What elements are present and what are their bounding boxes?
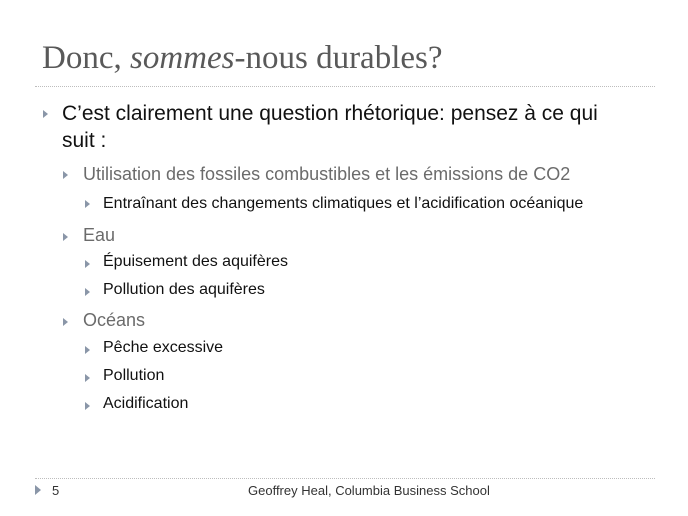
title-part-2: -nous durables?: [234, 40, 443, 76]
page-number: 5: [52, 483, 60, 498]
bullet-arrow-icon: [43, 110, 48, 118]
footer-divider: [35, 478, 655, 479]
bullet-arrow-icon: [85, 200, 90, 208]
bullet-oceans-label: Océans: [83, 310, 146, 330]
bullet-arrow-icon: [85, 374, 90, 382]
footer-arrow-icon: [35, 485, 41, 495]
bullet-arrow-icon: [85, 260, 90, 268]
bullet-arrow-icon: [63, 233, 68, 241]
bullet-main-line-1: C’est clairement une question rhétorique: pensez à ce qui: [62, 102, 598, 125]
bullet-arrow-icon: [85, 288, 90, 296]
bullet-arrow-icon: [63, 171, 68, 179]
bullet-oceans-sub-2-label: Pollution: [103, 367, 165, 384]
title-part-1: Donc,: [42, 40, 130, 76]
bullet-main-line-2: suit :: [62, 129, 107, 152]
bullet-oceans-sub-1-label: Pêche excessive: [103, 339, 224, 356]
bullet-fossils-sub-label: Entraînant des changements climatiques et l’acidification océanique: [103, 195, 584, 212]
footer-author: Geoffrey Heal, Columbia Business School: [248, 483, 490, 498]
bullet-oceans-sub-3-label: Acidification: [103, 395, 189, 412]
bullet-water-sub-2-label: Pollution des aquifères: [103, 281, 265, 298]
bullet-fossils-label: Utilisation des fossiles combustibles et les émissions de CO2: [83, 164, 571, 184]
bullet-water-label: Eau: [83, 225, 116, 245]
title-italic-word: sommes: [129, 40, 235, 76]
bullet-arrow-icon: [85, 402, 90, 410]
bullet-arrow-icon: [63, 318, 68, 326]
bullet-water-sub-1-label: Épuisement des aquifères: [103, 253, 288, 270]
bullet-arrow-icon: [85, 346, 90, 354]
